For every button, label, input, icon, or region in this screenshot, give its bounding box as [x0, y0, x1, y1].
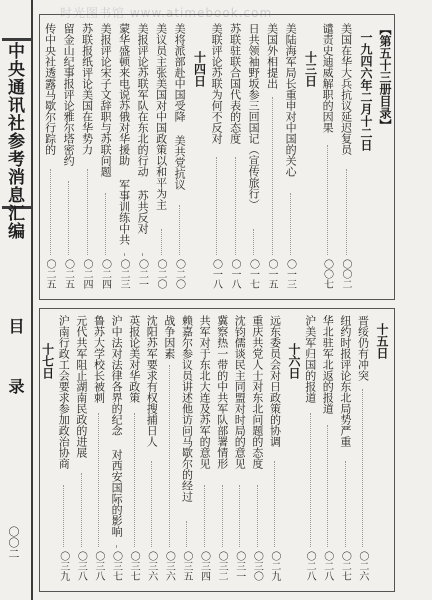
toc-entry-title: 美报评论苏联军队在东北的行动 苏共反对: [136, 23, 150, 234]
page-folio: 〇〇二: [7, 526, 20, 559]
leader-dots: [216, 157, 217, 255]
leader-dots: [81, 473, 82, 547]
leader-dots: [346, 169, 347, 255]
toc-page-number: 〇一八: [229, 259, 240, 289]
toc-entry[interactable]: [356, 315, 370, 585]
toc-entry[interactable]: [229, 23, 243, 293]
date-heading: 十四日: [192, 51, 207, 87]
watermark-text: 时光图书馆 www.atimebook.com: [60, 6, 273, 20]
leader-dots: [345, 461, 346, 547]
toc-page-number: 〇二四: [99, 259, 111, 289]
toc-entry[interactable]: [163, 315, 177, 585]
toc-entry[interactable]: [110, 315, 124, 585]
leader-dots: [310, 413, 311, 547]
toc-entry[interactable]: [81, 23, 95, 293]
toc-entry-title: 华北驻军北返的报道: [321, 315, 335, 414]
toc-page-number: 〇二〇: [173, 259, 185, 289]
toc-page-number: 〇一八: [210, 259, 222, 289]
leader-dots: [235, 157, 236, 255]
toc-entry[interactable]: [62, 23, 76, 293]
leader-dots: [290, 193, 291, 255]
toc-entry[interactable]: [284, 23, 298, 293]
toc-entry[interactable]: [92, 315, 106, 585]
leader-dots: [63, 485, 64, 547]
toc-page-number: 〇三七: [110, 551, 122, 581]
toc-entry[interactable]: [340, 23, 354, 293]
leader-dots: [327, 145, 328, 255]
toc-page-number: 〇二五: [44, 259, 55, 289]
toc-entry-title: 美国在华大兵抗议延迟复员: [339, 23, 353, 155]
volume-heading: 【第五十三册目录】: [378, 23, 392, 131]
toc-entry-title: 蒙华盛顿来电说苏俄对华援助 军事训练中共: [117, 23, 131, 245]
toc-entry[interactable]: [99, 23, 113, 293]
toc-entry-title: 英报论美对华政策: [127, 315, 141, 403]
toc-entry[interactable]: [198, 315, 212, 585]
sidebar-border-line: [31, 0, 33, 600]
toc-entry-title: 沪南行政工会要求参加政治协商: [57, 315, 71, 469]
toc-entry-title: 远东委员会对日政策的协调: [268, 315, 282, 447]
leader-dots: [222, 485, 223, 547]
toc-entry[interactable]: [251, 315, 265, 585]
toc-entry-title: 苏联驻联合国代表的态度: [228, 23, 242, 144]
series-title: 中央通讯社参考消息汇编: [4, 42, 24, 240]
toc-entry-title: 冀察热一带的中共军队部署情形: [215, 315, 229, 469]
leader-dots: [124, 253, 125, 255]
leader-dots: [179, 205, 180, 255]
toc-page-number: 〇二五: [62, 259, 74, 289]
leader-dots: [50, 169, 51, 255]
toc-page-number: 〇三四: [198, 551, 210, 581]
toc-entry-title: 沪中法对法律各界的纪念 对西安国际的影响: [110, 315, 124, 537]
toc-entry[interactable]: [304, 315, 318, 585]
toc-page-number: 〇二七: [339, 551, 351, 581]
toc-entry-title: 共军对于东北大连及苏军的意见: [198, 315, 212, 469]
toc-entry-title: 美将派部赴中国受降 美共党抗议: [173, 23, 187, 190]
toc-entry[interactable]: [173, 23, 187, 293]
toc-entry[interactable]: [268, 315, 282, 585]
toc-page-number: 〇二〇: [155, 259, 166, 289]
toc-page-number: 〇二四: [81, 259, 92, 289]
toc-entry-title: 美国外相提出: [265, 23, 279, 89]
toc-entry[interactable]: [210, 23, 224, 293]
toc-entry-title: 苏联报纸评论美国在华势力: [80, 23, 94, 155]
toc-entry-title: 赖嘉尔参议员讲述他访问马歇尔的经过: [180, 315, 194, 502]
date-heading: 十五日: [375, 323, 389, 359]
toc-page-number: 〇二九: [268, 551, 280, 581]
toc-entry[interactable]: [136, 23, 150, 293]
left-sidebar: [0, 0, 32, 600]
toc-page-number: 〇二三: [118, 259, 129, 289]
toc-entry[interactable]: [128, 315, 142, 585]
toc-page-number: 〇二六: [356, 551, 368, 581]
toc-entry[interactable]: [118, 23, 132, 293]
toc-entry-title: 美联评论苏联为何不反对: [210, 23, 224, 144]
toc-panel-top: [39, 14, 395, 300]
date-heading: 一九四六年二月十二日: [359, 31, 373, 151]
leader-dots: [327, 425, 328, 547]
leader-dots: [186, 521, 187, 547]
toc-entry[interactable]: [266, 23, 280, 293]
toc-page-number: 〇三二: [216, 551, 228, 581]
leader-dots: [87, 169, 88, 255]
toc-entry-title: 美议员主张美国对中国政策以和平为主: [154, 23, 168, 210]
toc-page-number: 〇二一: [136, 259, 148, 289]
leader-dots: [68, 181, 69, 255]
toc-entry-title: 沪美军归国的报道: [303, 315, 317, 403]
toc-entry-title: 谴责史迪威解职的因果: [321, 23, 335, 133]
toc-page-number: 〇三〇: [251, 551, 263, 581]
toc-entry[interactable]: [247, 23, 261, 293]
leader-dots: [105, 193, 106, 255]
leader-dots: [98, 413, 99, 547]
leader-dots: [151, 461, 152, 547]
section-char-1: 目: [6, 318, 25, 334]
toc-page-number: 〇三六: [145, 551, 157, 581]
toc-entry[interactable]: [44, 23, 58, 293]
toc-page-number: 〇三九: [57, 551, 69, 581]
toc-entry[interactable]: [321, 315, 335, 585]
leader-dots: [169, 365, 170, 547]
toc-entry-title: 美陆海军局长重申对中国的关心: [284, 23, 298, 177]
section-char-2: 录: [6, 378, 25, 394]
sidebar-top-rule: [2, 38, 31, 41]
toc-entry[interactable]: [75, 315, 89, 585]
toc-page-number: 〇一三: [284, 259, 296, 289]
leader-dots: [142, 253, 143, 255]
date-heading: 十七日: [40, 343, 55, 379]
toc-page-number: 〇一七: [247, 259, 259, 289]
toc-page-number: 〇三五: [180, 551, 192, 581]
toc-entry[interactable]: [339, 315, 353, 585]
toc-entry-title: 美报评论宋子文辞职与苏联问题: [99, 23, 113, 177]
leader-dots: [272, 97, 273, 255]
leader-dots: [161, 229, 162, 255]
toc-panel-bottom: [39, 308, 395, 592]
leader-dots: [362, 389, 363, 547]
toc-entry-title: 鲁苏大学校长被刺: [92, 315, 106, 403]
leader-dots: [116, 545, 117, 547]
toc-page-number: 〇二八: [304, 551, 316, 581]
leader-dots: [253, 229, 254, 255]
toc-page-number: 〇一五: [266, 259, 277, 289]
toc-page-number: 〇三一: [233, 551, 245, 581]
toc-page-number: 〇三七: [128, 551, 140, 581]
toc-entry-title: 元代共军阻止湖南民政的进展: [74, 315, 88, 458]
toc-entry-title: 纽约时报评论东北局势严重: [338, 315, 352, 447]
leader-dots: [204, 485, 205, 547]
toc-entry[interactable]: [57, 315, 71, 585]
toc-entry-title: 留金山纪事报评论雅尔塔密约: [62, 23, 76, 166]
toc-entry-title: 传中央社透露马歇尔行踪的: [43, 23, 57, 155]
toc-entry[interactable]: [155, 23, 169, 293]
toc-page-number: 〇三八: [92, 551, 104, 581]
leader-dots: [257, 485, 258, 547]
toc-page-number: 〇〇二: [340, 259, 351, 289]
leader-dots: [274, 461, 275, 547]
toc-entry-title: 晋绥仍有冲突: [356, 315, 370, 381]
toc-entry-title: 重庆共党人士对东北问题的态度: [250, 315, 264, 469]
toc-entry-title: 战争因素: [162, 315, 176, 359]
toc-entry[interactable]: [233, 315, 247, 585]
toc-entry[interactable]: [180, 315, 194, 585]
date-heading: 十六日: [287, 343, 301, 379]
toc-page-number: 〇〇七: [321, 259, 333, 289]
toc-entry[interactable]: [145, 315, 159, 585]
toc-entry[interactable]: [321, 23, 335, 293]
toc-page-number: 〇三六: [163, 551, 175, 581]
toc-entry-title: 沈钧儒谈民主同盟对时局的意见: [233, 315, 247, 469]
date-heading: 十三日: [303, 51, 318, 87]
toc-entry[interactable]: [216, 315, 230, 585]
toc-page-number: 〇三八: [75, 551, 87, 581]
toc-entry-title: 日共领袖野坂参三回国记（宣传旅行）: [247, 23, 261, 210]
leader-dots: [239, 485, 240, 547]
toc-page-number: 〇二八: [321, 551, 333, 581]
toc-entry-title: 沈阳苏军要求有权搜捕日人: [145, 315, 159, 447]
leader-dots: [134, 413, 135, 547]
